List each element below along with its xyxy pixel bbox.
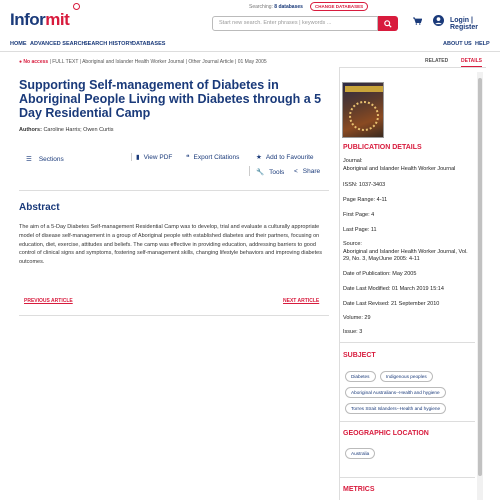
journal-label: Journal: xyxy=(343,158,363,164)
article-meta-text: | FULL TEXT | Aboriginal and Islander Health Worker Journal | Other Journal Article | 01 May 2005 xyxy=(49,59,267,65)
share-button[interactable] xyxy=(294,168,320,175)
detail-source xyxy=(343,241,475,264)
login-register-link[interactable]: Login | Register xyxy=(450,17,479,31)
article-meta xyxy=(19,59,324,66)
detail-last-modified xyxy=(343,286,475,294)
revised-value: 21 September 2010 xyxy=(391,301,440,307)
first-page-label: First Page: xyxy=(343,212,370,218)
cart-icon[interactable] xyxy=(413,17,422,25)
subject-heading: SUBJECT xyxy=(343,352,376,359)
issue-label: Issue: xyxy=(343,329,358,335)
pdf-icon: ▮ xyxy=(136,154,140,161)
nav-about-us[interactable]: ABOUT US xyxy=(443,41,472,47)
quote-icon: ❝ xyxy=(186,154,190,161)
wrench-icon: 🔧 xyxy=(256,169,265,176)
nav-databases[interactable]: DATABASES xyxy=(132,41,166,47)
detail-journal xyxy=(343,158,475,173)
nav-search-history[interactable]: SEARCH HISTORY xyxy=(84,41,133,47)
geo-chip[interactable]: Australia xyxy=(345,448,375,459)
issn-value: 1037-3403 xyxy=(358,182,386,188)
star-icon: ★ xyxy=(256,154,262,161)
search-icon xyxy=(384,20,392,28)
share-label: Share xyxy=(302,168,321,175)
nav-advanced-search[interactable]: ADVANCED SEARCH xyxy=(30,41,86,47)
detail-last-page xyxy=(343,227,475,235)
panel-tabs xyxy=(339,56,486,68)
detail-volume xyxy=(343,315,475,323)
bottom-divider xyxy=(19,315,329,316)
tools-button[interactable] xyxy=(256,168,284,176)
authors-value[interactable]: Caroline Harris; Owen Curtis xyxy=(43,127,114,133)
change-databases-button[interactable]: CHANGE DATABASES xyxy=(310,2,368,11)
volume-label: Volume: xyxy=(343,315,363,321)
detail-issue xyxy=(343,329,475,337)
nav-help[interactable]: HELP xyxy=(475,41,490,47)
source-label: Source: xyxy=(343,241,362,247)
panel-divider xyxy=(339,342,475,343)
last-page-label: Last Page: xyxy=(343,227,370,233)
pub-date-value: May 2005 xyxy=(392,271,417,277)
detail-page-range xyxy=(343,197,475,205)
article-title: Supporting Self-management of Diabetes in Aboriginal People Living with Diabetes through a 5 Day Residential Camp xyxy=(19,78,322,120)
logo-text-prefix: Infor xyxy=(10,10,46,29)
abstract-heading: Abstract xyxy=(19,202,60,213)
pub-date-label: Date of Publication: xyxy=(343,271,391,277)
logo-text-suffix: mit xyxy=(45,10,70,29)
page-range-value: 4-11 xyxy=(376,197,388,203)
last-page-value: 11 xyxy=(370,227,377,233)
tab-related[interactable]: RELATED xyxy=(425,58,449,64)
publication-details-heading: PUBLICATION DETAILS xyxy=(343,144,422,151)
source-value: Aboriginal and Islander Health Worker Journal, Vol. 29, No. 3, May/June 2005: 4-11 xyxy=(343,248,468,262)
tools-label: Tools xyxy=(269,169,285,176)
subject-chip[interactable]: Diabetes xyxy=(345,371,376,382)
main-nav xyxy=(0,38,500,52)
authors-label: Authors: xyxy=(19,127,42,133)
metrics-heading: METRICS xyxy=(343,486,375,493)
section-divider xyxy=(19,190,329,191)
no-access-badge xyxy=(19,59,48,65)
modified-value: 01 March 2019 15:14 xyxy=(391,286,444,292)
search-button[interactable] xyxy=(378,16,398,31)
revised-label: Date Last Revised: xyxy=(343,301,390,307)
article-authors xyxy=(19,127,113,133)
tab-details[interactable]: DETAILS xyxy=(461,58,482,67)
searching-databases-label xyxy=(249,4,303,10)
add-favourite-button[interactable] xyxy=(256,153,314,161)
sections-button[interactable] xyxy=(26,155,64,163)
searching-value: 8 databases xyxy=(274,4,303,10)
view-pdf-button[interactable] xyxy=(136,153,172,161)
sections-label: Sections xyxy=(38,156,64,163)
detail-publication-date xyxy=(343,271,475,279)
subject-chip[interactable]: Aboriginal Australians--Health and hygiene xyxy=(345,387,446,398)
user-account-icon[interactable] xyxy=(433,15,444,26)
page-range-label: Page Range: xyxy=(343,197,376,203)
toolbar-divider-2 xyxy=(249,166,250,176)
next-article-link[interactable]: NEXT ARTICLE xyxy=(283,298,320,304)
scrollbar-thumb[interactable] xyxy=(478,78,482,476)
toolbar-divider xyxy=(131,153,132,161)
searching-label: Searching: xyxy=(249,4,273,10)
detail-last-revised xyxy=(343,301,475,309)
subject-chip[interactable]: Indigenous peoples xyxy=(380,371,433,382)
journal-value[interactable]: Aboriginal and Islander Health Worker Journal xyxy=(343,165,456,172)
journal-cover-image[interactable] xyxy=(342,82,384,138)
panel-border xyxy=(339,68,340,500)
logo-ring-icon xyxy=(73,3,80,10)
search-input[interactable]: Start new search. Enter phrases | keywords ... xyxy=(212,16,378,31)
detail-issn xyxy=(343,182,475,190)
view-pdf-label: View PDF xyxy=(143,154,173,161)
top-header xyxy=(0,0,500,40)
abstract-text: The aim of a 5-Day Diabetes Self-management Residential Camp was to develop, trial and evaluate a culturally appropriate model of disease self-management in a group of Aboriginal people with established diabetes and their partners, focusing on education, diet, exercise, attitudes and beliefs. The camp was effective in providing education, addressing barriers to good control of clinical signs and symptoms, fostering self-management skills, changing lifestyle behaviors and improving diabetes outcomes. xyxy=(19,224,322,266)
detail-first-page xyxy=(343,212,475,220)
subject-chip[interactable]: Torres Strait Islanders--Health and hygiene xyxy=(345,403,446,414)
add-favourite-label: Add to Favourite xyxy=(265,154,314,161)
share-icon: < xyxy=(294,168,298,175)
first-page-value: 4 xyxy=(371,212,375,218)
issn-label: ISSN: xyxy=(343,182,358,188)
list-icon: ☰ xyxy=(26,156,32,163)
informit-logo[interactable] xyxy=(10,10,69,30)
previous-article-link[interactable]: PREVIOUS ARTICLE xyxy=(24,298,73,304)
nav-home[interactable]: HOME xyxy=(10,41,27,47)
volume-value: 29 xyxy=(364,315,371,321)
panel-divider-3 xyxy=(339,477,475,478)
panel-divider-2 xyxy=(339,421,475,422)
modified-label: Date Last Modified: xyxy=(343,286,391,292)
issue-value: 3 xyxy=(359,329,363,335)
no-access-label: No access xyxy=(23,59,49,65)
lock-icon: ● xyxy=(19,59,23,65)
cover-title-band xyxy=(345,86,383,92)
export-citations-button[interactable] xyxy=(186,153,239,161)
cover-dot-art xyxy=(349,101,379,131)
export-citations-label: Export Citations xyxy=(193,154,240,161)
geographic-location-heading: GEOGRAPHIC LOCATION xyxy=(343,430,429,437)
